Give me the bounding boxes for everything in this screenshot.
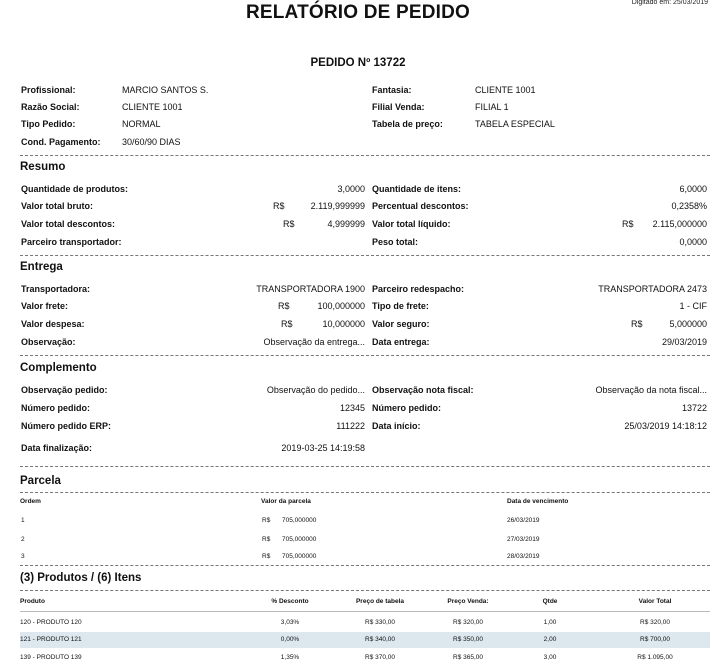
field-label: Data entrega: [372, 337, 430, 347]
currency: R$ [278, 301, 290, 311]
info-value: TABELA ESPECIAL [475, 119, 555, 129]
info-row [0, 134, 716, 150]
info-label: Filial Venda: [372, 102, 425, 112]
currency: R$ [283, 219, 295, 229]
resumo-row [0, 181, 716, 197]
cell-preco-venda: R$ 320,00 [453, 619, 483, 626]
field-value: 25/03/2019 14:18:12 [624, 421, 707, 431]
cell-preco-venda: R$ 350,00 [453, 636, 483, 643]
cell-valor-total: R$ 700,00 [640, 636, 670, 643]
cell-valor: 705,000000 [282, 536, 317, 543]
cell-ordem: 3 [21, 553, 25, 560]
info-label: Razão Social: [21, 102, 80, 112]
info-label: Tabela de preço: [372, 119, 443, 129]
cell-desconto: 1,35% [280, 654, 300, 661]
col-header: Preço de tabela [355, 598, 405, 605]
field-label: Quantidade de itens: [372, 184, 462, 194]
section-title-produtos: (3) Produtos / (6) Itens [20, 572, 142, 584]
field-value: 1 - CIF [679, 301, 707, 311]
divider [20, 492, 710, 493]
field-label: Quantidade de produtos: [21, 184, 128, 194]
field-label: Data finalização: [21, 443, 93, 453]
cell-valor: 705,000000 [282, 553, 317, 560]
cell-desconto: 3,03% [280, 619, 300, 626]
field-label: Valor total bruto: [21, 201, 93, 211]
field-value: 12345 [339, 403, 365, 413]
field-label: Transportadora: [21, 284, 91, 294]
section-title-parcela: Parcela [20, 475, 61, 487]
info-label: Profissional: [21, 85, 76, 95]
currency: R$ [273, 201, 285, 211]
field-value: 3,0000 [337, 184, 365, 194]
resumo-row [0, 198, 716, 214]
section-title-entrega: Entrega [20, 261, 63, 273]
divider [20, 255, 710, 256]
field-value: Observação da nota fiscal... [595, 385, 707, 395]
cell-qtde: 3,00 [543, 654, 557, 661]
field-value: Observação do pedido... [266, 385, 365, 395]
field-label: Parceiro transportador: [21, 237, 122, 247]
field-value: 2019-03-25 14:19:58 [281, 443, 365, 453]
field-value: Observação da entrega... [263, 337, 365, 347]
field-label: Valor despesa: [21, 319, 85, 329]
field-label: Percentual descontos: [372, 201, 469, 211]
info-row [0, 99, 716, 115]
currency: R$ [622, 219, 634, 229]
cell-currency: R$ [262, 536, 271, 543]
field-label: Número pedido: [372, 403, 441, 413]
complemento-row [0, 400, 716, 416]
field-value: 29/03/2019 [661, 337, 707, 347]
complemento-row [0, 440, 716, 456]
field-value: 2.115,000000 [652, 219, 707, 229]
divider [20, 466, 710, 467]
divider [20, 355, 710, 356]
currency: R$ [631, 319, 643, 329]
cell-ordem: 1 [21, 517, 25, 524]
report-title: RELATÓRIO DE PEDIDO [245, 2, 471, 23]
field-label: Número pedido: [21, 403, 90, 413]
col-header: Qtde [542, 598, 558, 605]
section-title-resumo: Resumo [20, 161, 66, 173]
field-value: 10,000000 [322, 319, 365, 329]
field-value: 13722 [681, 403, 707, 413]
cell-preco-tabela: R$ 370,00 [365, 654, 395, 661]
field-label: Tipo de frete: [372, 301, 429, 311]
field-label: Número pedido ERP: [21, 421, 112, 431]
field-value: 4,999999 [327, 219, 365, 229]
field-value: 100,000000 [317, 301, 365, 311]
currency: R$ [281, 319, 293, 329]
cell-currency: R$ [262, 553, 271, 560]
info-value: CLIENTE 1001 [475, 85, 536, 95]
cell-data: 26/03/2019 [507, 517, 540, 524]
col-header: % Desconto [271, 598, 309, 605]
cell-currency: R$ [262, 517, 271, 524]
complemento-row [0, 382, 716, 398]
cell-produto: 121 - PRODUTO 121 [20, 636, 82, 643]
section-title-complemento: Complemento [20, 362, 97, 374]
col-header: Produto [20, 598, 45, 605]
info-value: CLIENTE 1001 [122, 102, 183, 112]
field-label: Valor total descontos: [21, 219, 116, 229]
field-label: Observação nota fiscal: [372, 385, 474, 395]
info-label: Tipo Pedido: [21, 119, 76, 129]
field-value: TRANSPORTADORA 1900 [256, 284, 365, 294]
divider [20, 565, 710, 566]
produtos-header [20, 598, 710, 608]
field-value: TRANSPORTADORA 2473 [598, 284, 707, 294]
table-row [20, 615, 710, 631]
field-label: Observação pedido: [21, 385, 108, 395]
cell-valor-total: R$ 320,00 [640, 619, 670, 626]
info-label: Cond. Pagamento: [21, 137, 101, 147]
cell-ordem: 2 [21, 536, 25, 543]
info-label: Fantasia: [372, 85, 412, 95]
col-header: Ordem [20, 498, 41, 505]
complemento-row [0, 418, 716, 434]
field-value: 0,2358% [671, 201, 707, 211]
field-label: Data início: [372, 421, 421, 431]
field-value: 2.119,999999 [310, 201, 365, 211]
cell-data: 27/03/2019 [507, 536, 540, 543]
cell-preco-tabela: R$ 340,00 [365, 636, 395, 643]
cell-produto: 120 - PRODUTO 120 [20, 619, 82, 626]
cell-qtde: 2,00 [543, 636, 557, 643]
cell-data: 28/03/2019 [507, 553, 540, 560]
divider [20, 155, 710, 156]
entrega-row [0, 298, 716, 314]
table-row [20, 632, 710, 648]
info-value: NORMAL [122, 119, 161, 129]
resumo-row [0, 234, 716, 250]
info-value: MARCIO SANTOS S. [122, 85, 209, 95]
info-row [0, 82, 716, 98]
typed-date: Digitado em: 25/03/2019 [631, 0, 708, 6]
cell-preco-venda: R$ 365,00 [453, 654, 483, 661]
field-label: Valor seguro: [372, 319, 430, 329]
info-row [0, 116, 716, 132]
cell-desconto: 0,00% [280, 636, 300, 643]
cell-valor-total: R$ 1.095,00 [637, 654, 673, 661]
table-row [20, 650, 710, 666]
entrega-row [0, 316, 716, 332]
cell-valor: 705,000000 [282, 517, 317, 524]
divider [20, 590, 710, 591]
field-value: 111222 [336, 421, 365, 431]
cell-produto: 139 - PRODUTO 139 [20, 654, 82, 661]
col-header: Preço Venda: [447, 598, 489, 605]
info-value: FILIAL 1 [475, 102, 509, 112]
entrega-row [0, 334, 716, 350]
col-header: Valor Total [638, 598, 672, 605]
order-number: PEDIDO Nº 13722 [310, 57, 406, 69]
field-value: 5,000000 [669, 319, 707, 329]
field-value: 6,0000 [679, 184, 707, 194]
entrega-row [0, 281, 716, 297]
field-label: Valor total líquido: [372, 219, 451, 229]
header-rule [20, 611, 710, 612]
field-label: Peso total: [372, 237, 419, 247]
field-label: Valor frete: [21, 301, 69, 311]
field-label: Observação: [21, 337, 76, 347]
resumo-row [0, 216, 716, 232]
info-value: 30/60/90 DIAS [122, 137, 181, 147]
field-label: Parceiro redespacho: [372, 284, 465, 294]
col-header: Data de vencimento [507, 498, 569, 505]
cell-preco-tabela: R$ 330,00 [365, 619, 395, 626]
cell-qtde: 1,00 [543, 619, 557, 626]
col-header: Valor da parcela [261, 498, 311, 505]
field-value: 0,0000 [679, 237, 707, 247]
